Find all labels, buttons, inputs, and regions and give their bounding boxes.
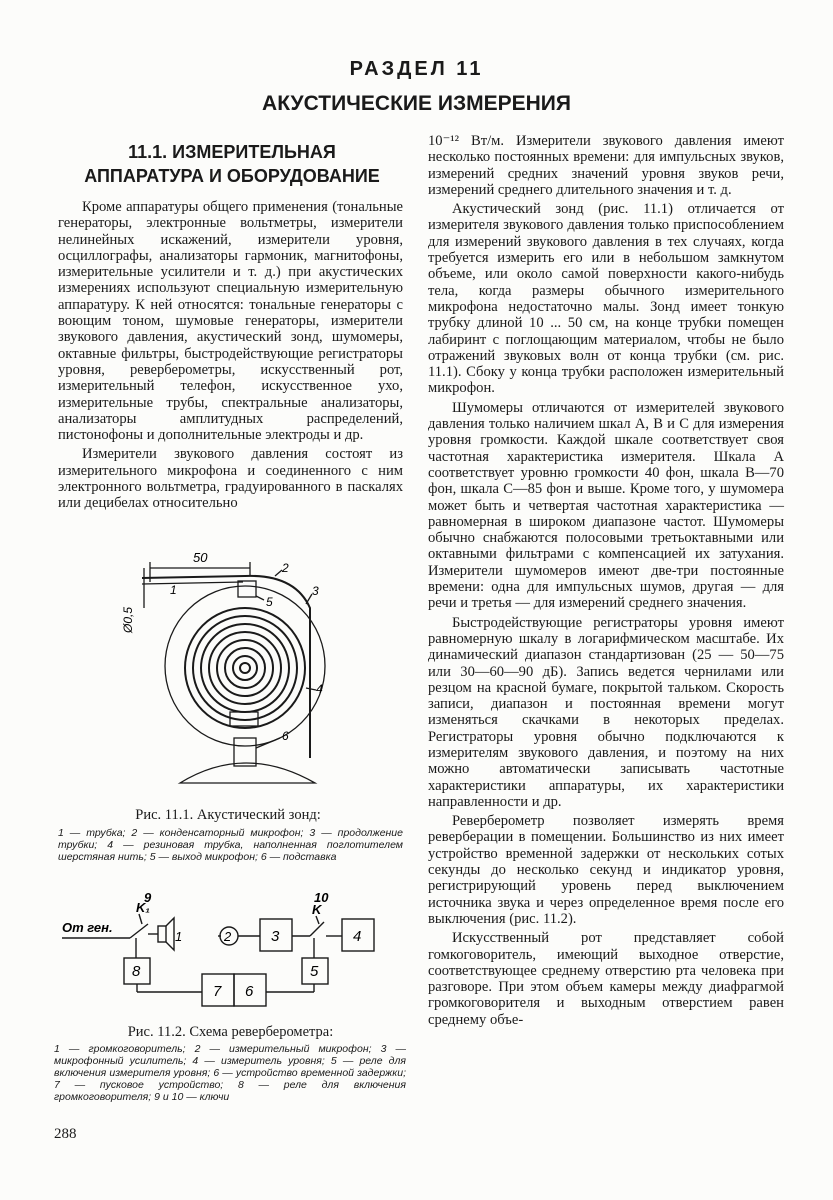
figure-11-2-legend: 1 — громкоговоритель; 2 — измерительный микрофон; 3 — микрофонный усилитель; 4 — измеритель уровня; 5 — реле для включения измерителя уровня; 6 — устройство временной задержки; 7 — пусковое устройство; 8 — реле для включения громкоговорителя; 9 и 10 — ключи (54, 1043, 406, 1103)
paragraph: Реверберометр позволяет измерять время реверберации в помещении. Большинство из них имеет устройство временной задержки от нескольких сотых секунды до несколько секунд и индикатор уровня, регистрирующий уровень перед выключением источника звука и через определенное время после его выключения (рис. 11.2). (428, 813, 784, 927)
paragraph: Искусственный рот представляет собой гомкоговоритель, имеющий выходное отверстие, соответствующее среднему отверстию рта человека при разговоре. При этом объем камеры между диафрагмой громкоговорителя и выходным отверстием равен среднему объе- (428, 930, 784, 1028)
label-2: 2 (282, 561, 289, 575)
block-5-num: 5 (310, 963, 319, 980)
k1-label: K₁ (136, 900, 150, 915)
paragraph: Кроме аппаратуры общего применения (тональные генераторы, электронные вольтметры, измерители нелинейных искажений, измерители уровня, осциллографы, анализаторы гармоник, магнитофоны, измерительные усилители и т. д.) при акустических измерениях используют специальную измерительную аппаратуру. К ней относятся: тональные генераторы с воющим тоном, шумовые генераторы, измерители звукового давления, акустический зонд, шумомеры, октавные фильтры, быстродействующие регистраторы уровня, реверберометры, искусственный рот, измерительный телефон, искусственное ухо, измерительные трубы, спектральные анализаторы, анализаторы амплитудных распределений, пистонофоны и дополнительные электроды и др. (58, 199, 403, 444)
dim-05-label: Ø0,5 (121, 606, 135, 633)
label-1: 1 (170, 583, 177, 597)
block-4-num: 4 (353, 928, 362, 945)
input-label: От ген. (62, 920, 113, 935)
block-8-num: 8 (132, 963, 141, 980)
block-7-num: 7 (213, 983, 222, 1000)
paragraph: 10⁻¹² Вт/м. Измерители звукового давления имеют несколько постоянных времени: для импульсных звуков, измерений средних значений уровня звуков речи, измерений среднего длительного значения и т. д. (428, 133, 784, 198)
figure-11-1-legend: 1 — трубка; 2 — конденсаторный микрофон; 3 — продолжение трубки; 4 — резиновая трубка, наполненная поглотителем шерстяная нить; 5 — выход микрофон; 6 — подставка (58, 827, 403, 863)
stand-column (234, 738, 256, 766)
label-3: 3 (312, 584, 319, 598)
paragraph: Акустический зонд (рис. 11.1) отличается от измерителя звукового давления только приспособлением для измерений звукового давления в тех случаях, когда требуется измерить его или в небольшом замкнутом объеме, или около самой поверхности какого-нибудь тела, когда размеры обычного измерительного микрофона недостаточно малы. Зонд имеет тонкую трубку длиной 10 ... 50 см, на конце трубки помещен лабиринт с поглощающим материалом, чтобы не было отражений звуковых волн от конца трубки (см. рис. 11.1). Сбоку у конца трубки расположен измерительный микрофон. (428, 201, 784, 397)
reverberometer-schematic (58, 886, 403, 1016)
paragraph: Измерители звукового давления состоят из измерительного микрофона и соединенного с ним электронного вольтметра, градуированного в паскалях или децибелах относительно (58, 446, 403, 512)
k-label: K (312, 902, 322, 917)
rubber-tube-coil (185, 608, 305, 728)
subsection-title-line1: 11.1. ИЗМЕРИТЕЛЬНАЯ (128, 142, 336, 162)
mic-num: 2 (224, 929, 232, 944)
label-6: 6 (282, 729, 289, 743)
label-4: 4 (316, 682, 323, 696)
acoustic-probe-figure (120, 548, 360, 798)
speaker-icon (158, 926, 166, 942)
outer-tube-loop (165, 586, 325, 746)
paragraph: Шумомеры отличаются от измерителей звукового давления только наличием шкал A, B и C для измерения уровня громкости. Каждой шкале соответствует своя частотная характеристика измерителя. Шкала A соответствует уровню громкости 40 фон, шкала B—70 фон, шкала C—85 фон и выше. Кроме того, у шумомера может быть и четвертая частотная характеристика — равномерная в широком диапазоне частот. Шумомеры обычно снабжаются полосовыми третьоктавными или октавными фильтрами с компенсацией их затухания. Измерители шумомеров имеют две-три постоянные времени: одна для импульсных шумов, другая — для речи и третья — для измерений среднего значения. (428, 399, 784, 612)
n10-label: 10 (314, 890, 329, 905)
chapter-title: АКУСТИЧЕСКИЕ ИЗМЕРЕНИЯ (262, 92, 571, 115)
page-number: 288 (54, 1126, 77, 1142)
microphone (238, 581, 256, 597)
left-column-text (58, 199, 403, 515)
dim-50-label: 50 (193, 550, 208, 565)
subsection-title-line2: АППАРАТУРА И ОБОРУДОВАНИЕ (84, 166, 380, 186)
paragraph: Быстродействующие регистраторы уровня имеют равномерную шкалу в логарифмическом масштабе. Их динамический диапазон стандартизован (25 — 50—75 или 30—60—90 дБ). Запись ведется чернилами или резцом на красной бумаге, покрытой тальком. Скорость записи, диапазон и постоянная времени могут изменяться скачками в некоторых пределах. Регистраторы уровня обычно подключаются к измерителям звукового давления, и поэтому на них можно автоматически записывать частотные характеристики аппаратуры, их характеристики направленности и др. (428, 614, 784, 810)
right-column-text (428, 133, 784, 1031)
block-6-num: 6 (245, 983, 254, 1000)
label-5: 5 (266, 595, 273, 609)
figure-11-2-caption: Рис. 11.2. Схема реверберометра: (127, 1024, 334, 1040)
n9-label: 9 (144, 890, 152, 905)
figure-11-1-caption: Рис. 11.1. Акустический зонд: (135, 807, 321, 823)
speaker-num: 1 (175, 929, 183, 944)
section-label: РАЗДЕЛ 11 (349, 58, 484, 80)
block-3-num: 3 (271, 928, 280, 945)
